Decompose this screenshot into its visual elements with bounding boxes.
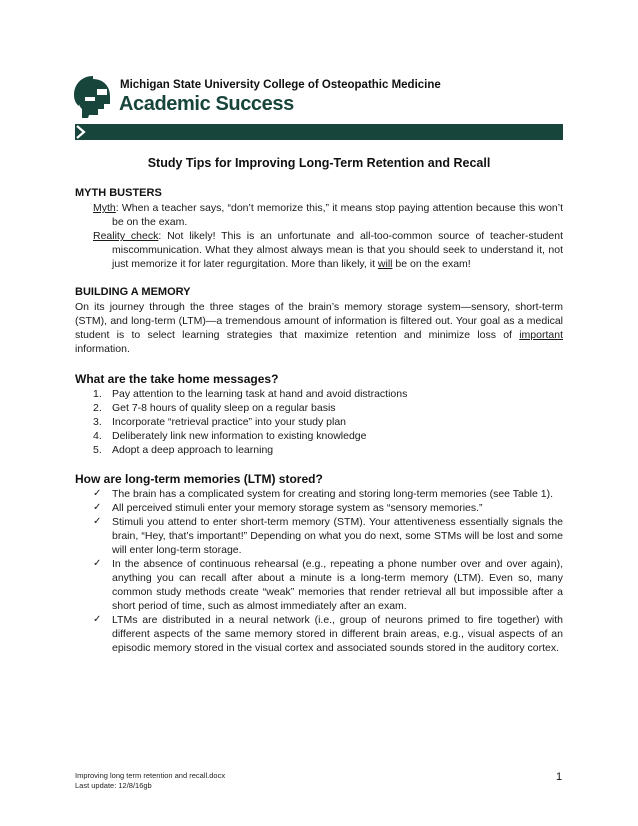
institution-name: Michigan State University College of Osteopathic Medicine xyxy=(120,79,441,91)
ltm-heading: How are long-term memories (LTM) stored? xyxy=(75,472,323,486)
list-number: 5. xyxy=(93,444,102,456)
footer-info xyxy=(75,771,225,791)
list-number: 1. xyxy=(93,388,102,400)
will-emphasis: will xyxy=(377,258,393,270)
list-text: All perceived stimuli enter your memory storage system as “sensory memories.” xyxy=(112,502,483,514)
important-emphasis: important xyxy=(519,329,563,341)
reality-text-1: : Not likely! This is an unfortunate and all-too-common source of teacher-student miscommunication. What they almost always mean is that you should seek to understand it, not just memorize it for later regurgitation. More than likely, it xyxy=(112,230,563,270)
list-text: In the absence of continuous rehearsal (e.g., repeating a phone number over and over again), anything you can recall after about a minute is a long-term memory (LTM). Even so, many common study methods create “weak” memories that render retrieval all but impossible after a short period of time, such as almost immediately after an exam. xyxy=(112,558,563,612)
list-text: Deliberately link new information to existing knowledge xyxy=(112,430,367,442)
list-text: Pay attention to the learning task at hand and avoid distractions xyxy=(112,388,408,400)
takehome-list xyxy=(93,387,563,457)
page-number: 1 xyxy=(556,771,563,783)
myth-paragraph xyxy=(93,201,563,229)
spartan-helmet-logo xyxy=(73,75,113,119)
list-item xyxy=(93,429,563,443)
building-text-2: information. xyxy=(75,343,130,355)
chevron-right-icon xyxy=(75,124,87,140)
building-text-1: On its journey through the three stages of the brain’s memory storage system—sensory, short-term (STM), and long-term (LTM)—a tremendous amount of information is filtered out. Your goal as a medical student is to select learning strategies that maximize retention and minimize loss of xyxy=(75,301,563,341)
takehome-heading: What are the take home messages? xyxy=(75,372,279,386)
list-item xyxy=(93,487,563,501)
myth-busters-heading: MYTH BUSTERS xyxy=(75,187,162,199)
list-item xyxy=(93,443,563,457)
list-number: 4. xyxy=(93,430,102,442)
department-name: Academic Success xyxy=(119,93,294,115)
checkmark-icon: ✓ xyxy=(93,614,102,625)
list-text: The brain has a complicated system for creating and storing long-term memories (see Table 1). xyxy=(112,488,554,500)
footer-updated: Last update: 12/8/16gb xyxy=(75,781,152,790)
list-item xyxy=(93,401,563,415)
list-item xyxy=(93,515,563,557)
list-text: Incorporate “retrieval practice” into your study plan xyxy=(112,416,347,428)
checkmark-icon: ✓ xyxy=(93,558,102,569)
list-number: 2. xyxy=(93,402,102,414)
header-banner xyxy=(75,124,563,140)
ltm-list xyxy=(93,487,563,655)
list-text: Get 7-8 hours of quality sleep on a regular basis xyxy=(112,402,336,414)
list-item xyxy=(93,557,563,613)
reality-text-2: be on the exam! xyxy=(392,258,471,270)
list-text: Adopt a deep approach to learning xyxy=(112,444,274,456)
building-memory-heading: BUILDING A MEMORY xyxy=(75,286,191,298)
list-text: Stimuli you attend to enter short-term memory (STM). Your attentiveness essentially signals the brain, “Hey, that’s important!” Depending on what you do next, some STMs will be lost and some will enter long-term storage. xyxy=(112,516,563,556)
list-item xyxy=(93,613,563,655)
footer-filename: Improving long term retention and recall.docx xyxy=(75,771,226,780)
checkmark-icon: ✓ xyxy=(93,502,102,513)
checkmark-icon: ✓ xyxy=(93,516,102,527)
document-title: Study Tips for Improving Long-Term Retention and Recall xyxy=(147,156,491,170)
list-text: LTMs are distributed in a neural network (i.e., group of neurons primed to fire together) with different aspects of the same memory stored in different brain areas, e.g., visual aspects of an episodic memory stored in the visual cortex and associated sounds stored in the auditory cortex. xyxy=(112,614,563,654)
list-item xyxy=(93,415,563,429)
list-item xyxy=(93,387,563,401)
myth-text: : When a teacher says, “don’t memorize this,” it means stop paying attention because this won’t be on the exam. xyxy=(112,202,563,228)
checkmark-icon: ✓ xyxy=(93,488,102,499)
list-number: 3. xyxy=(93,416,102,428)
myth-label: Myth xyxy=(93,202,116,214)
building-memory-paragraph xyxy=(75,300,563,356)
reality-check-label: Reality check xyxy=(93,230,159,242)
list-item xyxy=(93,501,563,515)
reality-check-paragraph xyxy=(93,229,563,271)
